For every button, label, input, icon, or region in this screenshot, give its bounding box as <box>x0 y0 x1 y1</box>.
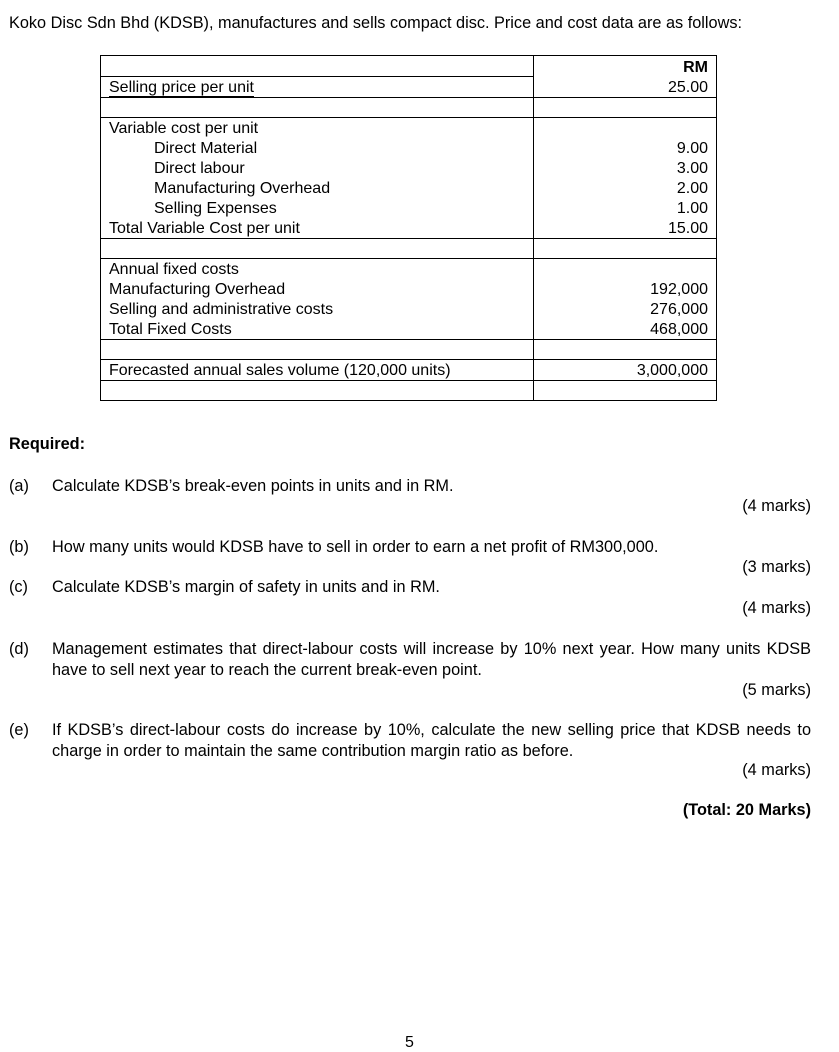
fixed-item-value: 192,000 <box>534 279 717 299</box>
variable-item-label: Selling Expenses <box>154 200 277 217</box>
question-label: (e) <box>9 721 29 739</box>
total-fixed-value: 468,000 <box>534 319 717 340</box>
variable-item-value: 3.00 <box>534 158 717 178</box>
table-row <box>101 299 717 319</box>
currency-header: RM <box>534 56 717 77</box>
table-row <box>101 259 717 280</box>
table-row <box>101 98 717 118</box>
table-row <box>101 239 717 259</box>
marks-b: (3 marks) <box>742 558 811 576</box>
table-row <box>101 158 717 178</box>
fixed-cost-header: Annual fixed costs <box>101 259 534 280</box>
question-label: (d) <box>9 640 29 658</box>
table-row <box>101 319 717 340</box>
total-fixed-label: Total Fixed Costs <box>101 319 534 340</box>
question-text: Management estimates that direct-labour costs will increase by 10% next year. How many units KDSB have to sell next year to reach the current break-even point. <box>52 640 811 679</box>
marks-c: (4 marks) <box>742 599 811 617</box>
marks-e: (4 marks) <box>742 761 811 779</box>
variable-item-label: Direct Material <box>154 140 258 157</box>
variable-cost-header: Variable cost per unit <box>101 118 534 139</box>
total-variable-label: Total Variable Cost per unit <box>101 218 534 239</box>
question-label: (b) <box>9 538 29 556</box>
question-text: If KDSB’s direct-labour costs do increase by 10%, calculate the new selling price that KDSB needs to charge in order to maintain the same contribution margin ratio as before. <box>52 721 811 760</box>
variable-item-label: Manufacturing Overhead <box>154 180 331 197</box>
table-row <box>101 56 717 77</box>
table-row <box>101 178 717 198</box>
forecast-label: Forecasted annual sales volume (120,000 units) <box>101 360 534 381</box>
table-row <box>101 279 717 299</box>
table-row <box>101 340 717 360</box>
fixed-item-value: 276,000 <box>534 299 717 319</box>
question-label: (a) <box>9 477 29 495</box>
variable-item-value: 2.00 <box>534 178 717 198</box>
question-text: How many units would KDSB have to sell in order to earn a net profit of RM300,000. <box>52 538 659 556</box>
intro-text: Koko Disc Sdn Bhd (KDSB), manufactures and sells compact disc. Price and cost data are as follows: <box>9 14 742 32</box>
variable-item-value: 9.00 <box>534 138 717 158</box>
selling-price-value: 25.00 <box>534 77 717 98</box>
marks-a: (4 marks) <box>742 497 811 515</box>
variable-item-value: 1.00 <box>534 198 717 218</box>
question-text: Calculate KDSB’s margin of safety in units and in RM. <box>52 578 440 596</box>
forecast-value: 3,000,000 <box>534 360 717 381</box>
marks-d: (5 marks) <box>742 681 811 699</box>
table-row <box>101 138 717 158</box>
required-heading: Required: <box>9 435 85 453</box>
question-label: (c) <box>9 578 28 596</box>
table-row <box>101 118 717 139</box>
variable-item-label: Direct labour <box>154 160 245 177</box>
total-marks: (Total: 20 Marks) <box>682 801 811 819</box>
table-row <box>101 360 717 381</box>
table-row <box>101 218 717 239</box>
fixed-item-label: Manufacturing Overhead <box>101 279 534 299</box>
total-variable-value: 15.00 <box>534 218 717 239</box>
table-row <box>101 381 717 401</box>
fixed-item-label: Selling and administrative costs <box>101 299 534 319</box>
cost-table <box>100 55 717 401</box>
table-row <box>101 198 717 218</box>
question-text: Calculate KDSB’s break-even points in units and in RM. <box>52 477 454 495</box>
table-row <box>101 77 717 98</box>
selling-price-label: Selling price per unit <box>101 77 534 98</box>
page-number: 5 <box>405 1034 414 1051</box>
